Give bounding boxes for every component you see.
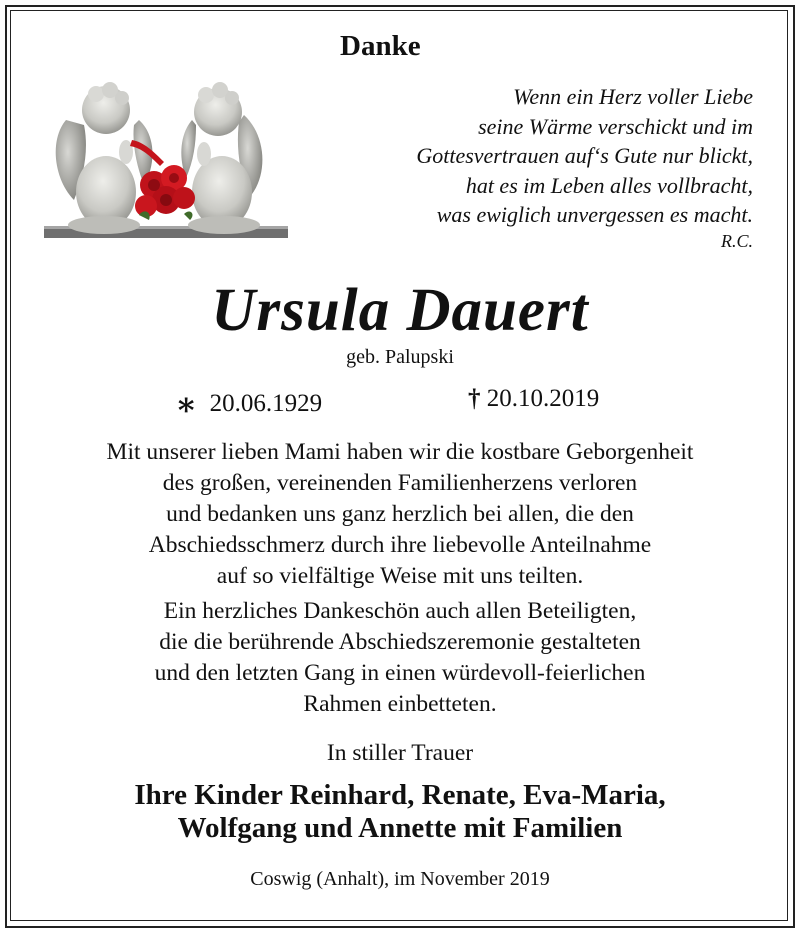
poem-line: Wenn ein Herz voller Liebe <box>513 84 753 109</box>
message-line: die die berührende Abschiedszeremonie gestalteten <box>159 629 641 655</box>
message-line: des großen, vereinenden Familienherzens verloren <box>162 470 638 496</box>
family-line: Ihre Kinder Reinhard, Renate, Eva-Maria, <box>134 779 666 811</box>
place-and-date: Coswig (Anhalt), im November 2019 <box>250 868 550 890</box>
birth-date: 20.06.1929 <box>209 390 323 417</box>
mourning-phrase: In stiller Trauer <box>326 740 474 766</box>
death-date-group <box>468 385 599 413</box>
birth-name: geb. Palupski <box>346 346 454 368</box>
family-names <box>0 779 800 845</box>
poem-line: was ewiglich unvergessen es macht. <box>436 202 753 227</box>
star-icon: ∗ <box>175 386 198 422</box>
message-paragraph-2 <box>0 596 800 720</box>
message-line: Mit unserer lieben Mami haben wir die kostbare Geborgenheit <box>106 439 694 465</box>
message-text <box>0 437 800 720</box>
message-line: Rahmen einbetteten. <box>303 691 497 717</box>
cross-icon: † <box>468 385 481 412</box>
message-line: und den letzten Gang in einen würdevoll-feierlichen <box>154 660 646 686</box>
poem-line: Gottesvertrauen auf‘s Gute nur blickt, <box>416 143 753 168</box>
poem-signature: R.C. <box>720 230 753 251</box>
poem <box>416 82 753 252</box>
death-date: 20.10.2019 <box>486 385 600 412</box>
message-line: Abschiedsschmerz durch ihre liebevolle Anteilnahme <box>148 532 652 558</box>
message-line: auf so vielfältige Weise mit uns teilten. <box>216 563 584 589</box>
poem-line: hat es im Leben alles vollbracht, <box>465 172 753 198</box>
family-line: Wolfgang und Annette mit Familien <box>177 812 623 844</box>
birth-date-group <box>175 385 322 423</box>
message-line: und bedanken uns ganz herzlich bei allen, die den <box>166 501 634 527</box>
message-paragraph-1 <box>0 437 800 592</box>
heading-danke: Danke <box>340 30 421 62</box>
deceased-name: Ursula Dauert <box>211 277 589 344</box>
message-line: Ein herzliches Dankeschön auch allen Beteiligten, <box>163 598 637 624</box>
poem-line: seine Wärme verschickt und im <box>478 113 753 139</box>
angel-figures-with-roses-image <box>44 80 288 240</box>
